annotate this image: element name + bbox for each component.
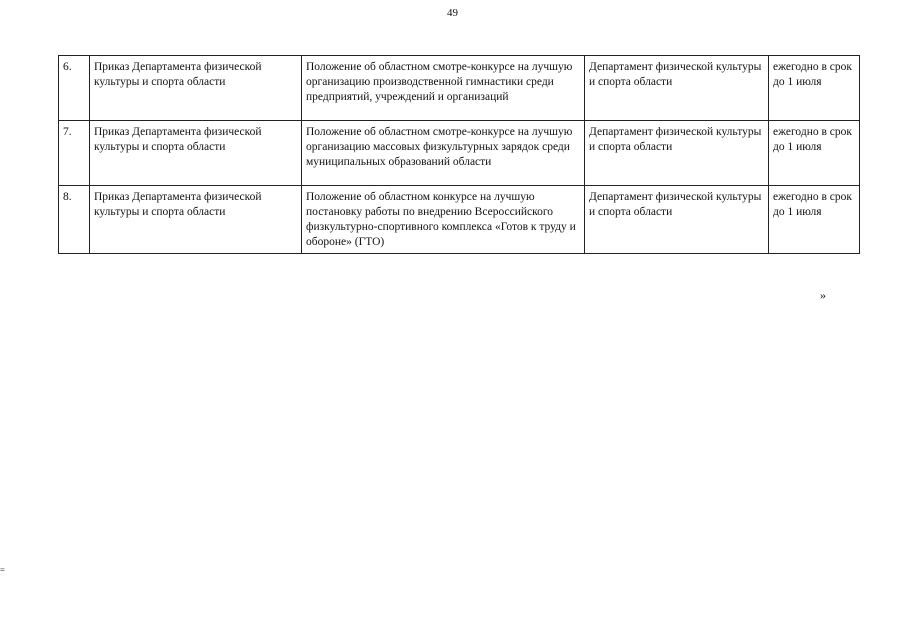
deadline-cell: ежегодно в срок до 1 июля xyxy=(769,56,860,121)
document-name-cell: Положение об областном смотре-конкурсе на лучшую организацию массовых физкультурных зарядок среди муниципальных образований области xyxy=(302,121,585,186)
table-row xyxy=(59,121,860,186)
legal-act-cell: Приказ Департамента физической культуры и спорта области xyxy=(90,56,302,121)
closing-quote: » xyxy=(820,288,826,302)
row-number: 7. xyxy=(59,121,90,186)
table-row xyxy=(59,186,860,254)
margin-mark: = xyxy=(0,565,5,574)
row-number: 6. xyxy=(59,56,90,121)
responsible-department-cell: Департамент физической культуры и спорта области xyxy=(585,121,769,186)
table-row xyxy=(59,56,860,121)
responsible-department-cell: Департамент физической культуры и спорта области xyxy=(585,56,769,121)
responsible-department-cell: Департамент физической культуры и спорта области xyxy=(585,186,769,254)
legal-act-cell: Приказ Департамента физической культуры и спорта области xyxy=(90,121,302,186)
deadline-cell: ежегодно в срок до 1 июля xyxy=(769,121,860,186)
document-name-cell: Положение об областном конкурсе на лучшую постановку работы по внедрению Всероссийского физкультурно-спортивного комплекса «Готов к труду и обороне» (ГТО) xyxy=(302,186,585,254)
legal-act-cell: Приказ Департамента физической культуры и спорта области xyxy=(90,186,302,254)
deadline-cell: ежегодно в срок до 1 июля xyxy=(769,186,860,254)
row-number: 8. xyxy=(59,186,90,254)
document-name-cell: Положение об областном смотре-конкурсе на лучшую организацию производственной гимнастики среди предприятий, учреждений и организаций xyxy=(302,56,585,121)
page-number: 49 xyxy=(447,7,458,19)
document-table xyxy=(58,55,860,254)
